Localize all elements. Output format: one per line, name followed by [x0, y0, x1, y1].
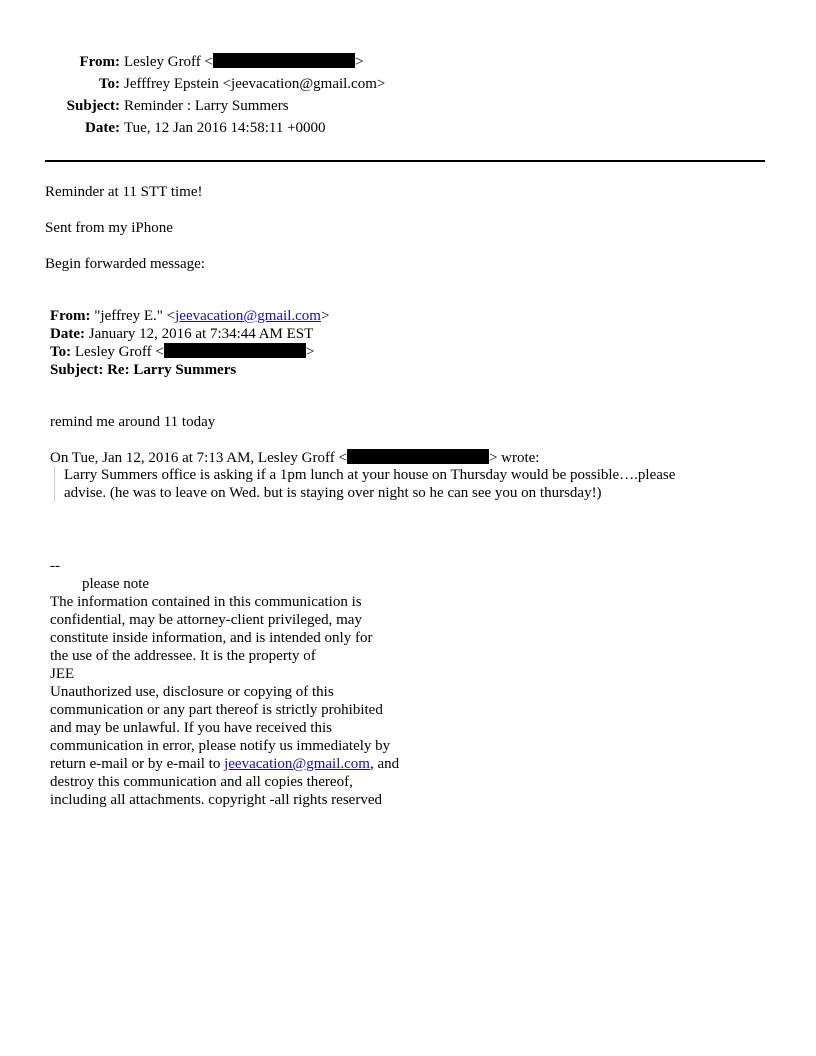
subject-label: Subject:: [66, 98, 120, 114]
fwd-to-prefix: Lesley Groff <: [74, 344, 164, 360]
signature-line: destroy this communication and all copies thereof,: [50, 774, 353, 790]
signature-line: JEE: [50, 666, 75, 682]
header-from-row: [45, 53, 385, 75]
header-date-row: [45, 119, 385, 141]
signature-line: and may be unlawful. If you have received this: [50, 720, 332, 736]
signature-line: including all attachments. copyright -all rights reserved: [50, 792, 382, 808]
header-divider: [45, 160, 765, 162]
fwd-from-label: From:: [50, 308, 91, 324]
quote-intro-prefix: On Tue, Jan 12, 2016 at 7:13 AM, Lesley Groff <: [50, 450, 347, 466]
header-to-row: [45, 75, 385, 97]
fwd-date-row: [50, 325, 329, 343]
fwd-from-suffix: >: [320, 308, 330, 324]
body-line-reminder: Reminder at 11 STT time!: [45, 184, 203, 200]
signature-line: confidential, may be attorney-client privileged, may: [50, 612, 362, 628]
signature-line: Unauthorized use, disclosure or copying of this: [50, 684, 334, 700]
signature-line: The information contained in this communication is: [50, 594, 362, 610]
signature-email-link[interactable]: jeevacation@gmail.com: [224, 756, 370, 772]
forwarded-header: [50, 307, 329, 379]
body-line-sent-from: Sent from my iPhone: [45, 220, 173, 236]
signature-line: the use of the addressee. It is the property of: [50, 648, 316, 664]
email-header: [45, 53, 385, 141]
to-label: To:: [98, 76, 120, 92]
fwd-to-label: To:: [50, 344, 72, 360]
redaction-block: [213, 53, 355, 68]
from-value: Lesley Groff < >: [124, 54, 364, 70]
header-subject-row: [45, 97, 385, 119]
quoted-message: [54, 466, 744, 502]
fwd-from-row: [50, 307, 329, 325]
signature-dashes: --: [50, 558, 60, 574]
quote-line: advise. (he was to leave on Wed. but is staying over night so he can see you on thursday!): [64, 485, 602, 501]
signature-email-prefix: return e-mail or by e-mail to: [50, 756, 225, 772]
reply-text: remind me around 11 today: [50, 414, 216, 430]
redaction-block: [164, 343, 306, 358]
signature-note: please note: [82, 576, 150, 592]
fwd-date-value: January 12, 2016 at 7:34:44 AM EST: [88, 326, 314, 342]
body-line-forwarded: Begin forwarded message:: [45, 256, 205, 272]
signature-email-line: [50, 755, 450, 773]
to-value: Jefffrey Epstein <jeevacation@gmail.com>: [124, 76, 386, 92]
signature-line: communication or any part thereof is strictly prohibited: [50, 702, 383, 718]
fwd-subject: Subject: Re: Larry Summers: [50, 362, 237, 378]
quote-intro-suffix: > wrote:: [488, 450, 540, 466]
signature-line: communication in error, please notify us immediately by: [50, 738, 391, 754]
quote-intro: [50, 449, 539, 467]
date-label: Date:: [85, 120, 120, 136]
fwd-to-row: [50, 343, 329, 361]
subject-value: Reminder : Larry Summers: [124, 98, 289, 114]
fwd-to-suffix: >: [305, 344, 315, 360]
redaction-block: [347, 449, 489, 464]
signature-block: [50, 557, 450, 809]
quote-line: Larry Summers office is asking if a 1pm lunch at your house on Thursday would be possible….please: [64, 467, 676, 483]
fwd-date-label: Date:: [50, 326, 85, 342]
fwd-from-email-link[interactable]: jeevacation@gmail.com: [175, 308, 321, 324]
fwd-from-prefix: "jeffrey E." <: [94, 308, 176, 324]
signature-line: constitute inside information, and is intended only for: [50, 630, 373, 646]
from-label: From:: [79, 54, 120, 70]
date-value: Tue, 12 Jan 2016 14:58:11 +0000: [124, 120, 326, 136]
signature-email-suffix: , and: [369, 756, 400, 772]
